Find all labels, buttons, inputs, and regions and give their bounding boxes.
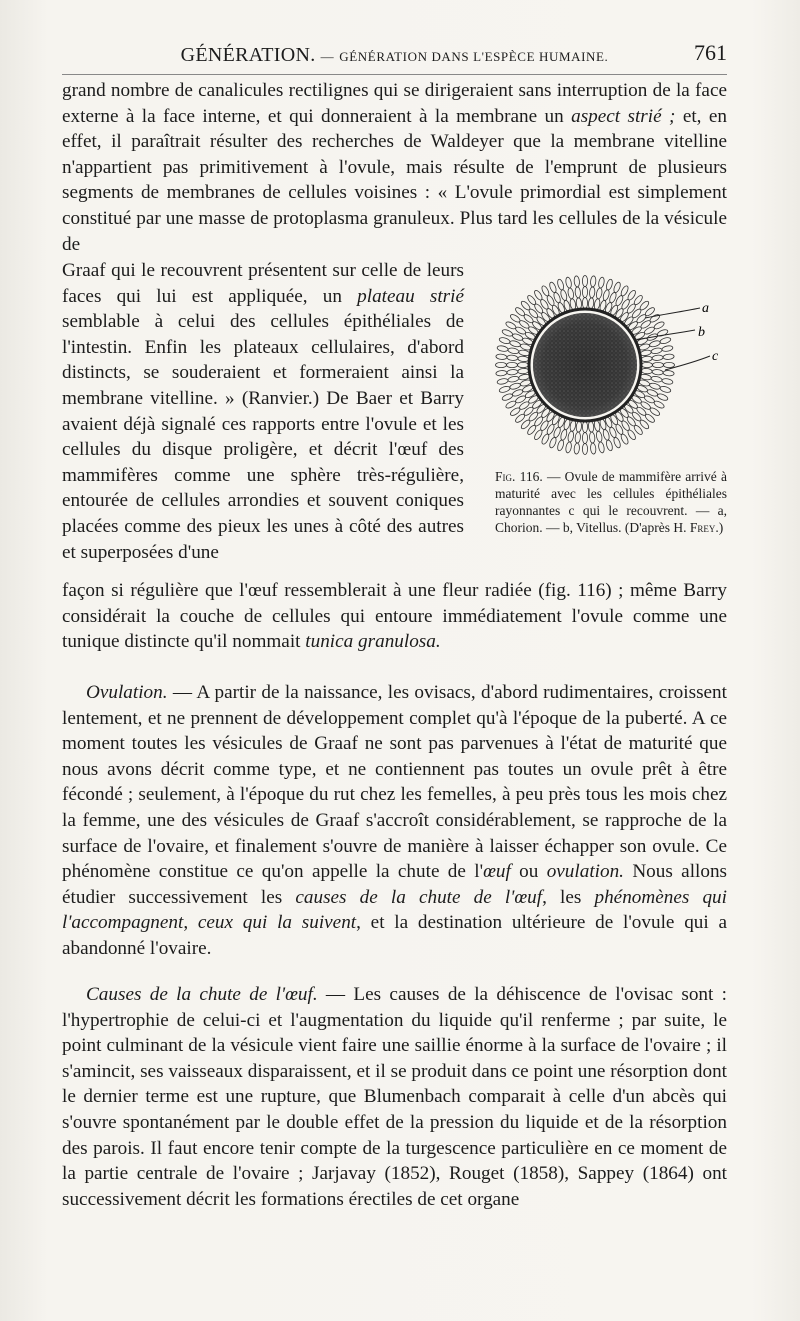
- epithelial-cell: [605, 439, 613, 451]
- epithelial-cell: [565, 277, 572, 289]
- epithelial-cell: [575, 432, 581, 443]
- epithelial-cell: [582, 298, 587, 309]
- emphasis: phénomènes qui l'accompagnent: [62, 886, 727, 934]
- section-heading-causes: Causes de la chute de l'œuf.: [86, 984, 318, 1005]
- epithelial-cell: [497, 378, 509, 385]
- epithelial-cell: [588, 421, 594, 432]
- epithelial-cell: [567, 287, 574, 299]
- epithelial-cell: [659, 337, 671, 345]
- paragraph-ovulation: [62, 680, 727, 962]
- ovule-illustration: [495, 270, 725, 460]
- epithelial-cell: [613, 281, 622, 293]
- epithelial-cell: [518, 368, 529, 374]
- epithelial-cell: [557, 279, 565, 291]
- text-run: , et la destination ultérieure de l'ovule qui a abandonné l'ovaire.: [62, 912, 727, 959]
- epithelial-cell: [596, 287, 603, 299]
- section-heading-ovulation: Ovulation.: [86, 682, 168, 703]
- epithelial-cell: [548, 281, 557, 293]
- epithelial-cell: [501, 328, 513, 337]
- epithelial-cell: [518, 356, 529, 362]
- epithelial-cell: [518, 362, 529, 367]
- text-run: , les: [542, 886, 595, 908]
- epithelial-cell: [507, 362, 518, 367]
- text-run: Nous allons étudier successivement les: [62, 861, 728, 908]
- epithelial-cell: [507, 355, 518, 361]
- epithelial-cell: [661, 378, 673, 385]
- epithelial-cell: [582, 276, 587, 287]
- epithelial-cell: [501, 393, 513, 402]
- epithelial-cell: [657, 393, 669, 402]
- emphasis: ovulation.: [546, 861, 624, 883]
- epithelial-cell: [659, 385, 671, 393]
- epithelial-cell: [651, 347, 663, 354]
- label-a: a: [702, 301, 709, 316]
- epithelial-cell: [649, 340, 661, 348]
- epithelial-cell: [653, 362, 664, 367]
- epithelial-cell: [596, 431, 603, 443]
- figure-caption: [495, 468, 727, 536]
- epithelial-cell: [507, 369, 518, 375]
- epithelial-cell: [653, 400, 665, 410]
- epithelial-cell: [641, 368, 652, 374]
- epithelial-cell: [575, 287, 581, 298]
- vitellus-shade: [533, 313, 637, 417]
- epithelial-cell: [589, 432, 595, 443]
- epithelial-cell: [602, 289, 610, 301]
- epithelial-cell: [602, 429, 610, 441]
- epithelial-cell: [541, 433, 551, 445]
- text-run: ou: [510, 861, 547, 883]
- epithelial-cell: [590, 276, 596, 287]
- title-dash: —: [320, 49, 335, 64]
- text-run: façon si régulière que l'œuf ressemblerait à une fleur radiée (fig. 116) ; même Barry considérait la couche de cellules qui entoure immédiatement l'ovule comme une tunique distincte qu'il nommait: [62, 580, 727, 653]
- epithelial-cell: [582, 287, 587, 298]
- epithelial-cell: [548, 437, 557, 449]
- emphasis: œuf: [483, 861, 511, 883]
- epithelial-cell: [652, 355, 663, 361]
- epithelial-cell: [576, 298, 582, 309]
- epithelial-cell: [560, 429, 568, 441]
- epithelial-cell: [507, 376, 519, 383]
- paragraph-2: [62, 258, 464, 565]
- epithelial-cell: [582, 433, 587, 444]
- running-head: [62, 38, 727, 75]
- epithelial-cell: [653, 321, 665, 331]
- epithelial-cell: [499, 337, 511, 345]
- epithelial-cell: [620, 285, 630, 297]
- title-sub: GÉNÉRATION DANS L'ESPÈCE HUMAINE.: [339, 49, 609, 64]
- epithelial-cell: [496, 362, 507, 367]
- epithelial-cell: [663, 370, 674, 376]
- epithelial-cell: [664, 362, 675, 367]
- epithelial-cell: [649, 382, 661, 390]
- epithelial-cell: [661, 345, 673, 352]
- epithelial-cell: [560, 289, 568, 301]
- epithelial-cell: [509, 382, 521, 390]
- epithelial-cell: [598, 441, 605, 453]
- emphasis: plateau strié: [357, 285, 464, 307]
- caption-end: ): [718, 520, 724, 535]
- emphasis: tunica granulosa.: [305, 631, 441, 653]
- epithelial-cell: [590, 443, 596, 454]
- epithelial-cell: [613, 437, 622, 449]
- paragraph-causes: [62, 982, 727, 1212]
- label-c: c: [712, 349, 719, 364]
- text-run: ,: [183, 912, 198, 934]
- text-run: grand nombre de canalicules rectilignes qui se dirigeraient sans interruption de la face externe à la face interne, et qui donneraient à la membrane un: [62, 80, 727, 127]
- text-run: — A partir de la naissance, les ovisacs, d'abord rudimentaires, croissent lentement, et ne prennent de développement complet qu'à l'époque de la puberté. A ce moment toutes les vésicules de Graaf ne sont pas parvenues à l'état de maturité que nous avons décrit comme type, et ne contiennent pas toutes un ovule prêt à être fécondé ; seulement, à l'époque du rut chez les femelles, à peu près tous les mois chez la femme, une des vésicules de Graaf s'accroît considérablement, se rapproche de la surface de l'ovaire, et finalement s'ouvre de manière à laisser échapper son ovule. Ce phénomène constitue ce qu'on appelle la chute de l': [62, 682, 727, 883]
- emphasis: aspect strié ;: [571, 105, 676, 127]
- caption-text: — Ovule de mammifère arrivé à maturité avec les cellules épithéliales rayonnantes c qui le recouvrent. — a, Chorion. — b, Vitellus. (D'après H.: [495, 469, 727, 535]
- epithelial-cell: [505, 400, 517, 410]
- label-b: b: [698, 325, 705, 340]
- epithelial-cell: [496, 370, 507, 376]
- epithelial-cell: [541, 285, 551, 297]
- page-number: 761: [694, 40, 727, 65]
- epithelial-cell: [620, 433, 630, 445]
- title-main: GÉNÉRATION.: [180, 44, 316, 66]
- caption-author: Frey.: [689, 520, 719, 535]
- emphasis: causes de la chute de l'œuf: [295, 886, 543, 908]
- emphasis: ceux qui la suivent: [197, 912, 357, 934]
- caption-figure-number: Fig. 116.: [495, 469, 543, 484]
- text-run: Graaf qui le recouvrent présentent sur celle de leurs faces qui lui est appliquée, un: [62, 260, 464, 307]
- epithelial-cell: [598, 277, 605, 289]
- epithelial-cell: [651, 376, 663, 383]
- epithelial-cell: [576, 421, 582, 432]
- epithelial-cell: [509, 340, 521, 348]
- running-title: [62, 44, 727, 67]
- epithelial-cell: [663, 354, 674, 360]
- epithelial-cell: [605, 279, 613, 291]
- text-run: — Les causes de la déhiscence de l'ovisac sont : l'hypertrophie de celui-ci et l'augmentation du liquide qu'il renferme ; par suite, le point culminant de la vésicule vient faire une saillie énorme à la surface de l'ovaire ; il s'amincit, ses vaisseaux disparaissent, et il se produit dans ce point une résorption dont le dernier terme est une rupture, que Blumenbach comparait à celle d'un abcès qui s'ouvre spontanément par le double effet de la pression du liquide et de la résorption des parois. Il faut encore tenir compte de la turgescence particulière en ce moment de la partie centrale de l'ovaire ; Jarjavay (1852), Rouget (1858), Sappey (1864) ont successivement décrit les formations érectiles de cet organe: [62, 984, 727, 1210]
- figure-116: [485, 270, 730, 580]
- text-run: semblable à celui des cellules épithéliales de l'intestin. Enfin les plateaux cellulaires, d'abord distincts, se souderaient et formeraient ainsi la membrane vitelline. » (Ranvier.) De Baer et Barry avaient déjà signalé ces rapports entre l'ovule et les cellules du disque proligère, et décrit l'œuf des mammifères comme une sphère très-régulière, entourée de cellules arrondies et souvent coniques placées comme des pieux les unes à côté des autres et superposées d'une: [62, 311, 464, 563]
- paragraph-1: [62, 78, 727, 257]
- epithelial-cell: [499, 385, 511, 393]
- epithelial-cell: [652, 369, 663, 375]
- epithelial-cell: [588, 298, 594, 309]
- epithelial-cell: [582, 444, 587, 455]
- paragraph-3: [62, 578, 727, 655]
- epithelial-cell: [496, 354, 507, 360]
- epithelial-cell: [497, 345, 509, 352]
- epithelial-cell: [582, 422, 587, 433]
- epithelial-cell: [642, 362, 653, 367]
- epithelial-cell: [641, 356, 652, 362]
- epithelial-cell: [574, 443, 580, 454]
- text-run: et, en effet, il paraîtrait résulter des recherches de Waldeyer que la membrane vitelline n'appartient pas primitivement à l'ovule, mais résulte de l'emprunt de plusieurs segments de membranes de cellules voisines : « L'ovule primordial est simplement constitué par une masse de protoplasma granuleux. Plus tard les cellules de la vésicule de: [62, 105, 727, 255]
- epithelial-cell: [505, 321, 517, 331]
- epithelial-cell: [565, 441, 572, 453]
- epithelial-cell: [567, 431, 574, 443]
- epithelial-cell: [507, 347, 519, 354]
- epithelial-cell: [557, 439, 565, 451]
- epithelial-cell: [574, 276, 580, 287]
- epithelial-cell: [589, 287, 595, 298]
